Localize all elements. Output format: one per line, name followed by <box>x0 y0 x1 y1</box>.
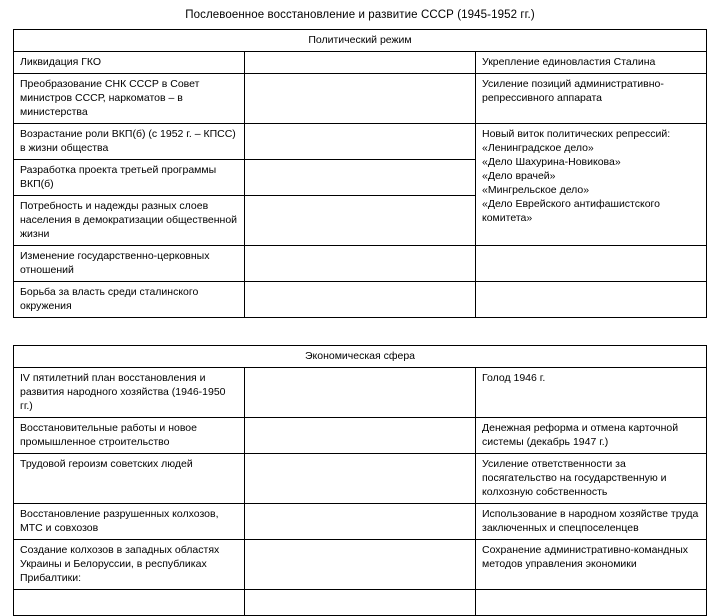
column-spacer <box>245 590 476 616</box>
cell-left: Преобразование СНК СССР в Совет министров СССР, наркоматов – в министерства <box>14 74 245 124</box>
repression-list-line: «Мингрельское дело» <box>482 184 590 196</box>
table-row <box>14 454 707 504</box>
column-spacer <box>245 160 476 196</box>
column-spacer <box>245 246 476 282</box>
repression-list-line: «Ленинградское дело» <box>482 142 594 154</box>
cell-right-repression-list <box>476 124 707 246</box>
section-header-political: Политический режим <box>14 30 707 52</box>
repression-list-line: «Дело Еврейского антифашистского комитета» <box>482 198 660 224</box>
political-regime-table <box>13 29 707 318</box>
table-header-row <box>14 30 707 52</box>
column-spacer <box>245 418 476 454</box>
political-regime-table-wrapper <box>13 29 707 318</box>
table-row <box>14 590 707 616</box>
cell-right: Голод 1946 г. <box>476 368 707 418</box>
cell-right: Усиление ответственности за посягательство на государственную и колхозную собственность <box>476 454 707 504</box>
table-row <box>14 418 707 454</box>
cell-right: Использование в народном хозяйстве труда заключенных и спецпоселенцев <box>476 504 707 540</box>
cell-left: Возрастание роли ВКП(б) (с 1952 г. – КПСС) в жизни общества <box>14 124 245 160</box>
cell-left: Борьба за власть среди сталинского окружения <box>14 282 245 318</box>
table-row <box>14 124 707 160</box>
column-spacer <box>245 52 476 74</box>
cell-left: Ликвидация ГКО <box>14 52 245 74</box>
cell-right-empty <box>476 282 707 318</box>
cell-left: Разработка проекта третьей программы ВКП(б) <box>14 160 245 196</box>
table-row <box>14 52 707 74</box>
column-spacer <box>245 74 476 124</box>
cell-left: Трудовой героизм советских людей <box>14 454 245 504</box>
cell-left: IV пятилетний план восстановления и развития народного хозяйства (1946-1950 гг.) <box>14 368 245 418</box>
cell-left-empty <box>14 590 245 616</box>
column-spacer <box>245 454 476 504</box>
table-row <box>14 540 707 590</box>
cell-left: Изменение государственно-церковных отношений <box>14 246 245 282</box>
table-row <box>14 74 707 124</box>
column-spacer <box>245 540 476 590</box>
page-title: Послевоенное восстановление и развитие СССР (1945-1952 гг.) <box>185 9 535 21</box>
repression-list-line: «Дело врачей» <box>482 170 556 182</box>
cell-left: Восстановительные работы и новое промышленное строительство <box>14 418 245 454</box>
repression-list-line: «Дело Шахурина-Новикова» <box>482 156 621 168</box>
section-header-economic: Экономическая сфера <box>14 346 707 368</box>
cell-left: Восстановление разрушенных колхозов, МТС и совхозов <box>14 504 245 540</box>
economic-sphere-table-wrapper <box>13 345 707 616</box>
cell-right: Укрепление единовластия Сталина <box>476 52 707 74</box>
table-row <box>14 368 707 418</box>
column-spacer <box>245 282 476 318</box>
cell-right: Сохранение административно-командных методов управления экономики <box>476 540 707 590</box>
column-spacer <box>245 124 476 160</box>
cell-right: Денежная реформа и отмена карточной системы (декабрь 1947 г.) <box>476 418 707 454</box>
cell-right-empty <box>476 246 707 282</box>
table-gap-spacer <box>0 318 720 345</box>
table-row <box>14 282 707 318</box>
cell-left: Потребность и надежды разных слоев населения в демократизации общественной жизни <box>14 196 245 246</box>
column-spacer <box>245 196 476 246</box>
cell-right: Усиление позиций административно-репрессивного аппарата <box>476 74 707 124</box>
table-header-row <box>14 346 707 368</box>
table-row <box>14 246 707 282</box>
table-row <box>14 504 707 540</box>
cell-right-empty <box>476 590 707 616</box>
economic-sphere-table <box>13 345 707 616</box>
repression-list-line: Новый виток политических репрессий: <box>482 128 671 140</box>
column-spacer <box>245 368 476 418</box>
column-spacer <box>245 504 476 540</box>
cell-left: Создание колхозов в западных областях Украины и Белоруссии, в республиках Прибалтики: <box>14 540 245 590</box>
